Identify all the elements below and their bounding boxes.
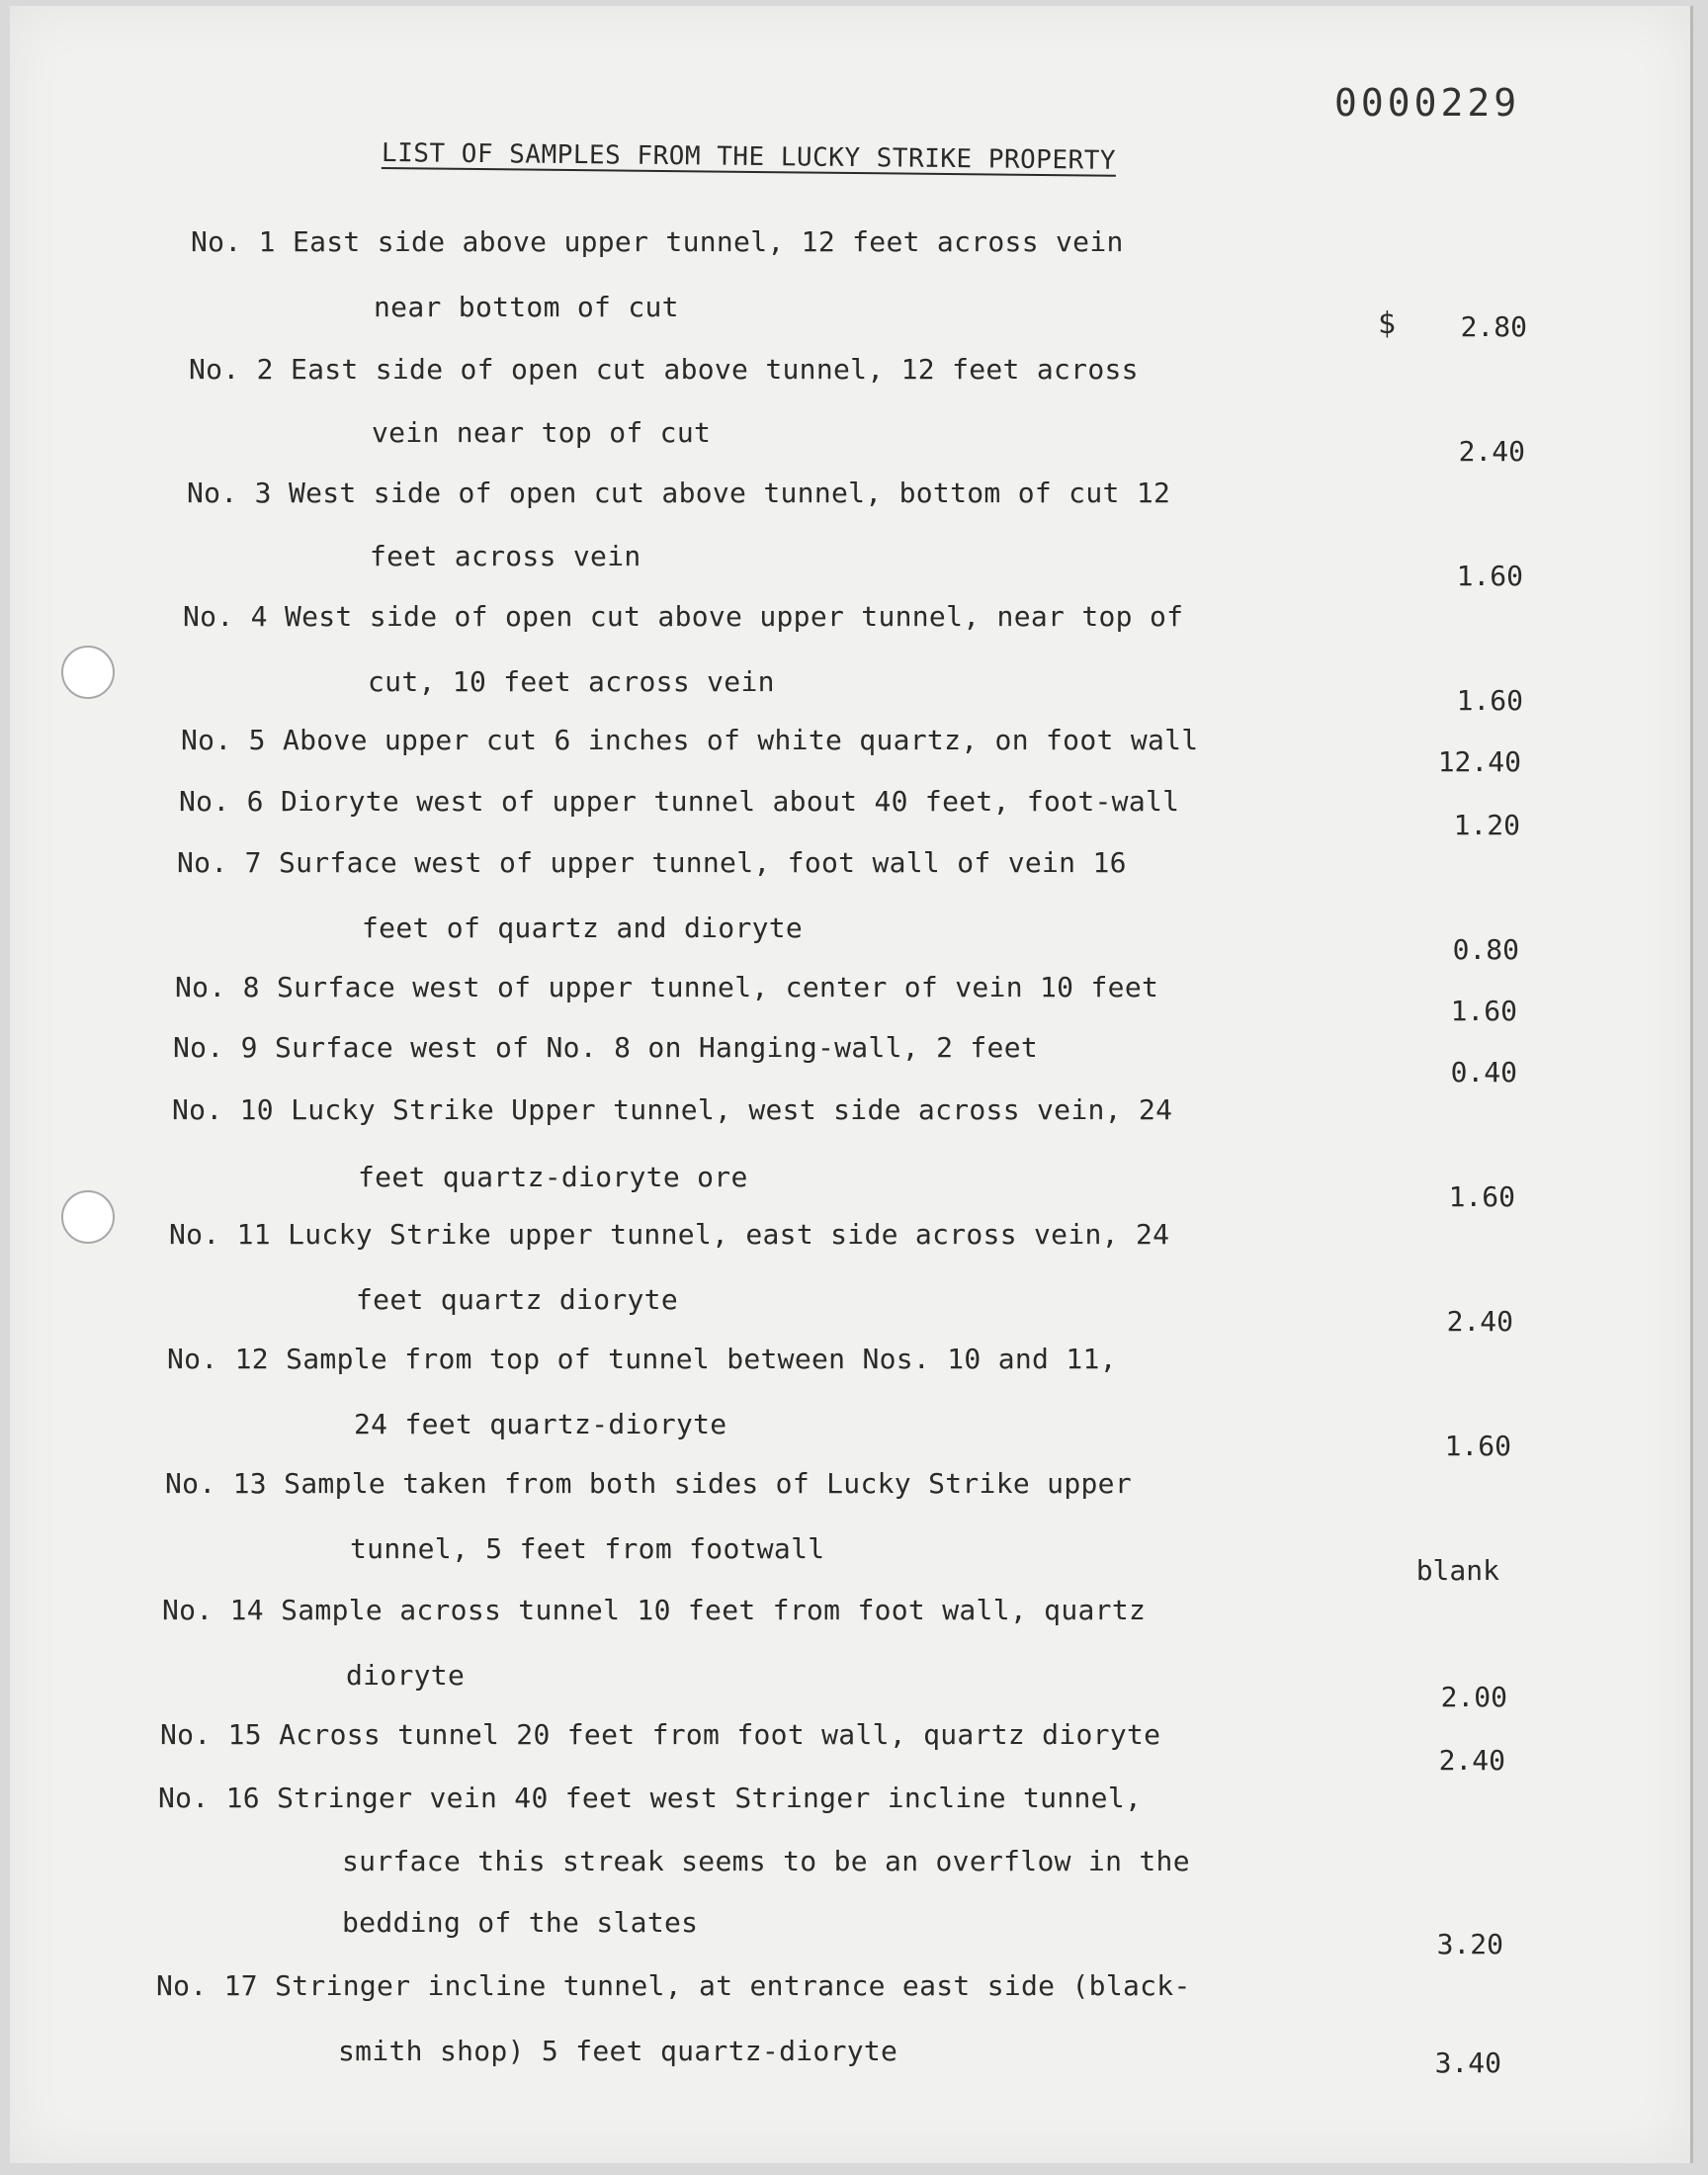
sample-line: No. 6 Dioryte west of upper tunnel about 40 feet, foot-wall [179,785,1180,818]
sample-line: No. 4 West side of open cut above upper tunnel, near top of [183,600,1184,633]
currency-symbol: $ [1378,306,1397,341]
sample-line: No. 12 Sample from top of tunnel between Nos. 10 and 11, [167,1343,1117,1375]
sample-line: feet quartz-dioryte ore [358,1161,748,1193]
sample-line: feet of quartz and dioryte [362,912,804,944]
document-title: LIST OF SAMPLES FROM THE LUCKY STRIKE PROPERTY [381,138,1117,176]
sample-line: feet across vein [370,540,641,572]
sample-line: dioryte [346,1659,466,1692]
sample-value: 1.60 [1450,995,1517,1027]
sample-line: No. 10 Lucky Strike Upper tunnel, west side across vein, 24 [172,1093,1173,1126]
sample-value: 1.60 [1444,1430,1511,1462]
sample-line: No. 1 East side above upper tunnel, 12 feet across vein [191,225,1124,258]
sample-line: No. 9 Surface west of No. 8 on Hanging-wall, 2 feet [173,1031,1039,1064]
sample-value: 1.20 [1453,809,1520,841]
document-number: 0000229 [1334,81,1521,125]
sample-line: No. 5 Above upper cut 6 inches of white quartz, on foot wall [181,724,1199,756]
sample-value: 2.40 [1458,435,1525,468]
sample-line: No. 13 Sample taken from both sides of Lucky Strike upper [165,1467,1132,1500]
sample-line: smith shop) 5 feet quartz-dioryte [338,2035,898,2067]
sample-line: No. 17 Stringer incline tunnel, at entrance east side (black- [156,1969,1191,2002]
sample-line: vein near top of cut [372,416,712,449]
punch-hole [61,646,115,699]
sample-line: No. 2 East side of open cut above tunnel, 12 feet across [189,353,1139,386]
sample-value: 2.40 [1438,1744,1505,1777]
punch-hole [61,1190,115,1244]
sample-line: feet quartz dioryte [356,1283,678,1316]
sample-line: surface this streak seems to be an overflow in the [342,1845,1190,1877]
sample-value: 2.00 [1440,1681,1507,1713]
sample-line: bedding of the slates [342,1906,699,1939]
sample-line: No. 11 Lucky Strike upper tunnel, east side across vein, 24 [169,1218,1170,1251]
sample-line: No. 16 Stringer vein 40 feet west Stringer incline tunnel, [158,1782,1143,1814]
sample-value: 1.60 [1456,684,1523,717]
sample-value: blank [1415,1554,1499,1587]
sample-value: 3.40 [1434,2046,1501,2079]
sample-value: 2.80 [1460,310,1527,343]
sample-line: No. 7 Surface west of upper tunnel, foot wall of vein 16 [177,846,1127,879]
sample-value: 1.60 [1448,1180,1515,1213]
sample-value: 0.40 [1450,1056,1517,1088]
sample-line: 24 feet quartz-dioryte [354,1408,727,1440]
sample-value: 0.80 [1452,933,1519,966]
sample-line: cut, 10 feet across vein [368,665,775,698]
sample-value: 3.20 [1436,1928,1503,1960]
sample-value: 2.40 [1446,1305,1513,1338]
sample-line: No. 14 Sample across tunnel 10 feet from foot wall, quartz [162,1594,1147,1626]
sample-line: No. 3 West side of open cut above tunnel, bottom of cut 12 [187,477,1171,509]
sample-line: near bottom of cut [374,291,679,323]
sample-line: No. 15 Across tunnel 20 feet from foot wall, quartz dioryte [160,1718,1161,1751]
sample-value: 1.60 [1456,560,1523,592]
sample-line: tunnel, 5 feet from footwall [350,1532,825,1565]
sample-value: 12.40 [1437,745,1521,778]
sample-line: No. 8 Surface west of upper tunnel, center of vein 10 feet [175,971,1159,1003]
